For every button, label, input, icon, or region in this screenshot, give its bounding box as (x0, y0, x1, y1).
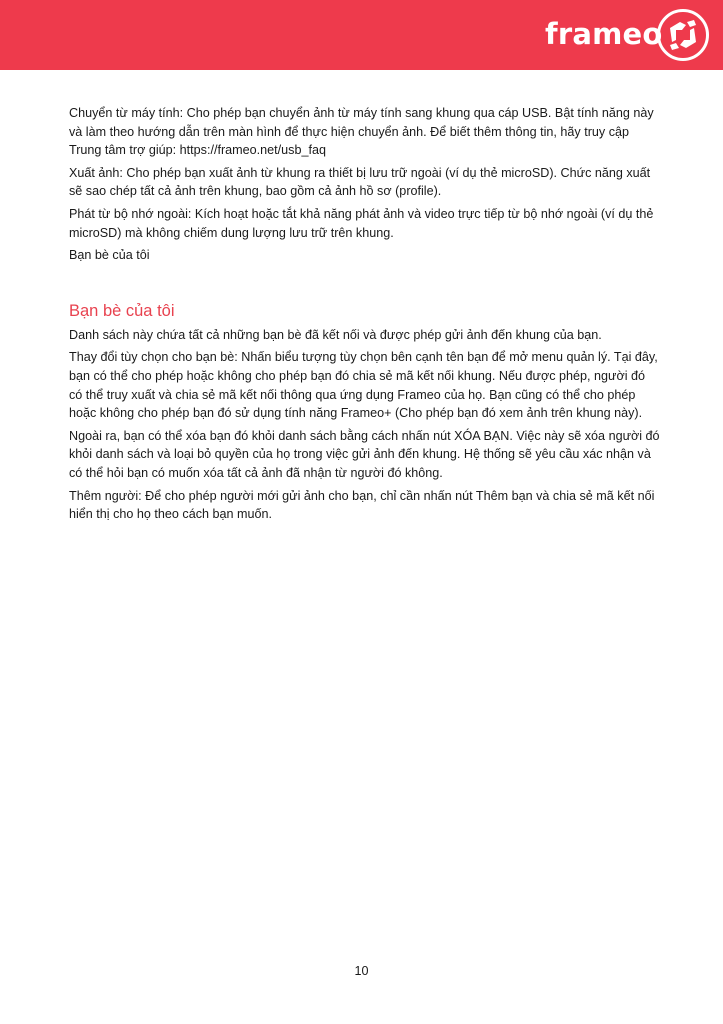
frameo-logo-icon (656, 8, 710, 62)
paragraph-external-playback: Phát từ bộ nhớ ngoài: Kích hoạt hoặc tắt khả năng phát ảnh và video trực tiếp từ bộ nhớ ngoài (ví dụ thẻ microSD) mà không chiếm dung lượng lưu trữ trên khung. (69, 206, 654, 240)
paragraph-my-friends-label: Bạn bè của tôi (69, 248, 150, 263)
paragraph-friend-options: Thay đổi tùy chọn cho bạn bè: Nhấn biểu tượng tùy chọn bên cạnh tên bạn để mở menu quản lý. Tại đây, bạn có thể cho phép hoặc không cho phép bạn đó chia sẻ mã kết nối khung. Nếu được phép, người đó có thể truy xuất và chia sẻ mã kết nối thông qua ứng dụng Frameo của họ. Bạn cũng có thể cho phép hoặc không cho phép bạn đó sử dụng tính năng Frameo+ (Cho phép bạn đó xem ảnh trên khung này). (69, 350, 658, 421)
header-bar (0, 0, 723, 70)
brand (545, 14, 663, 54)
section-heading-my-friends: Bạn bè của tôi (69, 301, 175, 320)
paragraph-export-photos: Xuất ảnh: Cho phép bạn xuất ảnh từ khung ra thiết bị lưu trữ ngoài (ví dụ thẻ microSD). Chức năng xuất sẽ sao chép tất cả ảnh trên khung, bao gồm cả ảnh hồ sơ (profile). (69, 165, 651, 199)
paragraph-friends-list: Danh sách này chứa tất cả những bạn bè đã kết nối và được phép gửi ảnh đến khung của bạn. (69, 327, 602, 342)
paragraph-remove-friend: Ngoài ra, bạn có thể xóa bạn đó khỏi danh sách bằng cách nhấn nút XÓA BẠN. Việc này sẽ xóa người đó khỏi danh sách và loại bỏ quyền của họ trong việc gửi ảnh đến khung. Hệ thống sẽ yêu cầu xác nhận và có thể hỏi bạn có muốn xóa tất cả ảnh đã nhận từ người đó không. (69, 428, 660, 480)
paragraph-add-person: Thêm người: Để cho phép người mới gửi ảnh cho bạn, chỉ cần nhấn nút Thêm bạn và chia sẻ mã kết nối hiển thị cho họ theo cách bạn muốn. (69, 488, 655, 522)
paragraph-usb-transfer: Chuyển từ máy tính: Cho phép bạn chuyển ảnh từ máy tính sang khung qua cáp USB. Bật tính năng này và làm theo hướng dẫn trên màn hình để thực hiện chuyển ảnh. Để biết thêm thông tin, hãy truy cập Trung tâm trợ giúp: https://frameo.net/usb_faq (69, 106, 654, 158)
document-body (69, 104, 661, 528)
page-number: 10 (354, 964, 369, 978)
brand-wordmark: frameo (545, 17, 663, 51)
